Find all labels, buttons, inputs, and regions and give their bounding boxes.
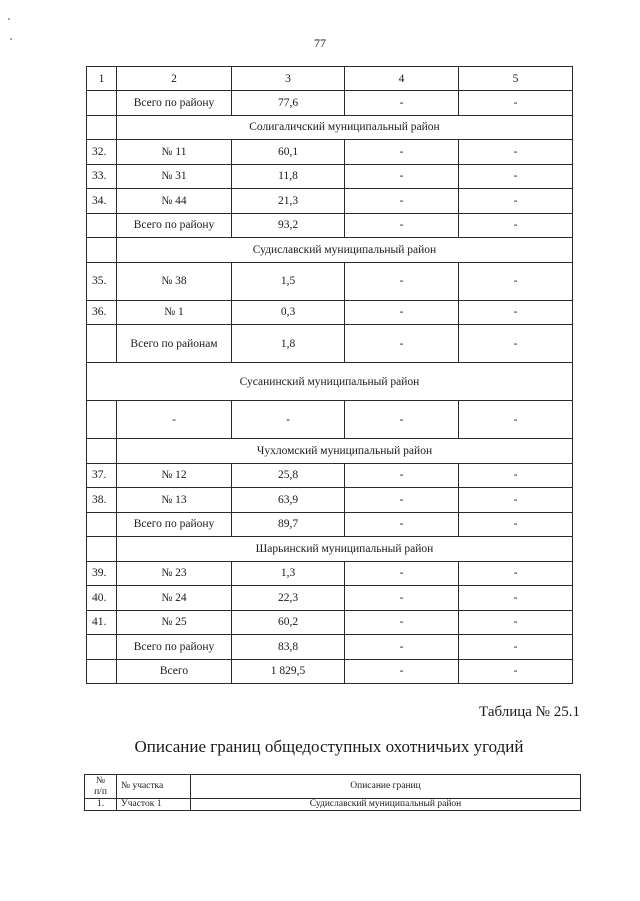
region-header-row [87, 439, 573, 464]
plot-number: № 25 [117, 610, 232, 635]
header-cell: 2 [117, 67, 232, 91]
row-number [87, 659, 117, 684]
column-5-value: - [459, 164, 573, 189]
plot-number: Всего по району [117, 512, 232, 537]
area-value: 1,8 [232, 325, 345, 363]
column-4-value: - [345, 91, 459, 116]
row-number [87, 325, 117, 363]
area-value: 63,9 [232, 488, 345, 513]
row-number: 38. [87, 488, 117, 513]
table-row [87, 164, 573, 189]
row-number [87, 512, 117, 537]
column-5-value: - [459, 488, 573, 513]
region-name: Судиславский муниципальный район [117, 238, 573, 263]
area-value: 0,3 [232, 300, 345, 325]
column-5-value: - [459, 140, 573, 165]
table-row [87, 512, 573, 537]
area-value: 11,8 [232, 164, 345, 189]
column-5-value: - [459, 91, 573, 116]
column-5-value: - [459, 635, 573, 660]
plot-number: № 38 [117, 262, 232, 300]
table-row [87, 325, 573, 363]
region-header-row [87, 238, 573, 263]
column-5-value: - [459, 561, 573, 586]
boundary-description-table [84, 774, 581, 811]
table-row [87, 401, 573, 439]
row-number: 34. [87, 189, 117, 214]
column-5-value: - [459, 512, 573, 537]
column-5-value: - [459, 300, 573, 325]
column-5-value: - [459, 586, 573, 611]
header-cell: 4 [345, 67, 459, 91]
scan-speck [10, 38, 12, 40]
empty-cell [87, 238, 117, 263]
section-title: Описание границ общедоступных охотничьих угодий [134, 737, 524, 756]
column-5-value: - [459, 401, 573, 439]
column-4-value: - [345, 586, 459, 611]
row-number: 41. [87, 610, 117, 635]
row-plot: Участок 1 [117, 799, 191, 811]
plot-number: Всего по району [117, 213, 232, 238]
column-4-value: - [345, 164, 459, 189]
table-row [87, 659, 573, 684]
column-4-value: - [345, 635, 459, 660]
plot-number: № 12 [117, 463, 232, 488]
plot-number: № 23 [117, 561, 232, 586]
column-4-value: - [345, 325, 459, 363]
table-caption: Таблица № 25.1 [479, 704, 580, 720]
bottom-header-row [85, 775, 581, 799]
area-value: 60,1 [232, 140, 345, 165]
region-header-row [87, 115, 573, 140]
column-4-value: - [345, 488, 459, 513]
column-4-value: - [345, 300, 459, 325]
table-row [87, 91, 573, 116]
plot-number: Всего по району [117, 91, 232, 116]
row-number: 35. [87, 262, 117, 300]
column-5-value: - [459, 463, 573, 488]
area-value: 1,5 [232, 262, 345, 300]
region-name: Сусанинский муниципальный район [87, 363, 573, 401]
plot-number: № 31 [117, 164, 232, 189]
main-table-body [87, 67, 573, 684]
column-4-value: - [345, 512, 459, 537]
area-value: - [232, 401, 345, 439]
row-number [87, 401, 117, 439]
column-5-value: - [459, 659, 573, 684]
table-header-row [87, 67, 573, 91]
column-5-value: - [459, 325, 573, 363]
row-number [87, 635, 117, 660]
region-header-row [87, 363, 573, 401]
table-row [87, 561, 573, 586]
plot-number: - [117, 401, 232, 439]
boundaries-area-table [86, 66, 573, 684]
area-value: 60,2 [232, 610, 345, 635]
region-name: Солигаличский муниципальный район [117, 115, 573, 140]
column-5-value: - [459, 189, 573, 214]
column-4-value: - [345, 262, 459, 300]
plot-number: Всего [117, 659, 232, 684]
area-value: 22,3 [232, 586, 345, 611]
area-value: 89,7 [232, 512, 345, 537]
row-number: 39. [87, 561, 117, 586]
table-row [87, 488, 573, 513]
area-value: 21,3 [232, 189, 345, 214]
area-value: 1 829,5 [232, 659, 345, 684]
header-cell: 3 [232, 67, 345, 91]
table-row [87, 213, 573, 238]
region-name: Шарьинский муниципальный район [117, 537, 573, 562]
table-row [87, 189, 573, 214]
plot-number: № 1 [117, 300, 232, 325]
scan-speck [8, 18, 10, 20]
column-4-value: - [345, 610, 459, 635]
table-row [87, 300, 573, 325]
region-name: Чухломский муниципальный район [117, 439, 573, 464]
plot-number: № 11 [117, 140, 232, 165]
column-5-value: - [459, 610, 573, 635]
table-row [87, 140, 573, 165]
table-row [87, 635, 573, 660]
header-cell: 5 [459, 67, 573, 91]
row-desc: Судиславский муниципальный район [191, 799, 581, 811]
row-num: 1. [85, 799, 117, 811]
table-row [87, 262, 573, 300]
region-header-row [87, 537, 573, 562]
column-4-value: - [345, 401, 459, 439]
plot-number: Всего по районам [117, 325, 232, 363]
row-number [87, 213, 117, 238]
table-row [87, 586, 573, 611]
area-value: 1,3 [232, 561, 345, 586]
column-4-value: - [345, 561, 459, 586]
column-4-value: - [345, 140, 459, 165]
row-number [87, 91, 117, 116]
bottom-data-row [85, 799, 581, 811]
column-5-value: - [459, 213, 573, 238]
empty-cell [87, 115, 117, 140]
area-value: 93,2 [232, 213, 345, 238]
header-desc: Описание границ [191, 775, 581, 799]
area-value: 25,8 [232, 463, 345, 488]
column-4-value: - [345, 463, 459, 488]
plot-number: № 24 [117, 586, 232, 611]
column-4-value: - [345, 213, 459, 238]
page-number: 77 [314, 36, 326, 50]
row-number: 33. [87, 164, 117, 189]
plot-number: № 13 [117, 488, 232, 513]
row-number: 37. [87, 463, 117, 488]
row-number: 32. [87, 140, 117, 165]
column-4-value: - [345, 659, 459, 684]
column-5-value: - [459, 262, 573, 300]
table-row [87, 610, 573, 635]
header-num: № п/п [85, 775, 117, 799]
header-cell: 1 [87, 67, 117, 91]
empty-cell [87, 439, 117, 464]
row-number: 36. [87, 300, 117, 325]
plot-number: № 44 [117, 189, 232, 214]
plot-number: Всего по району [117, 635, 232, 660]
area-value: 77,6 [232, 91, 345, 116]
row-number: 40. [87, 586, 117, 611]
table-row [87, 463, 573, 488]
header-plot: № участка [117, 775, 191, 799]
column-4-value: - [345, 189, 459, 214]
empty-cell [87, 537, 117, 562]
area-value: 83,8 [232, 635, 345, 660]
